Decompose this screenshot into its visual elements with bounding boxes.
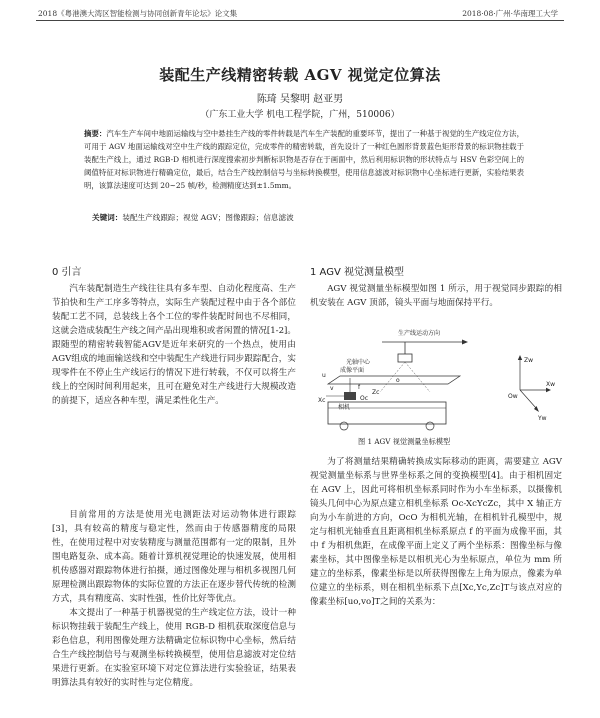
- header-rule: [36, 20, 564, 21]
- abstract-label: 摘要：: [84, 129, 107, 138]
- section-0-paragraph-3: 本文提出了一种基于机器视觉的生产线定位方法，设计一种标识物挂载于装配生产线上，使用 RGB-D 相机获取深度信息与彩色信息，利用图像处理方法精确定位标识物中心坐标，然后结合生产线控制信号与观测坐标转换模型，使用信息滤波对定位结果进行更新。在实验室环境下对定位算法进行实验验证，结果表明算法具有较好的实时性与定位精度。: [52, 608, 296, 689]
- running-header-right: 2018·08·广州·华南理工大学: [462, 9, 558, 18]
- section-1-paragraph-1: AGV 视觉测量坐标模型如图 1 所示，用于视觉同步跟踪的相机安装在 AGV 顶部，镜头平面与地面保持平行。: [310, 284, 562, 309]
- svg-text:Xc: Xc: [318, 397, 326, 404]
- fig-label-camera: 相机: [338, 404, 351, 411]
- svg-text:u: u: [322, 372, 326, 379]
- fig-label-center: 光轴中心: [346, 359, 371, 366]
- agv-wheel-left: [340, 422, 348, 430]
- section-0-title: 0 引言: [52, 267, 82, 278]
- marker-target: [398, 354, 412, 362]
- camera-shape: [344, 392, 356, 400]
- svg-text:Xw: Xw: [546, 381, 556, 388]
- running-header-left: 2018《粤港澳大湾区智能检测与协同创新青年论坛》论文集: [38, 9, 238, 18]
- svg-text:v: v: [330, 385, 334, 392]
- agv-wheel-right: [426, 422, 434, 430]
- affiliation: （广东工业大学 机电工程学院，广州，510006）: [200, 110, 400, 120]
- keywords-text: 装配生产线跟踪；视觉 AGV；图像跟踪；信息滤波: [122, 213, 294, 222]
- section-1-paragraph-2: 为了将测量结果精确转换成实际移动的距离，需要建立 AGV 视觉测量坐标系与世界坐标系之间的变换模型[4]。由于相机固定在 AGV 上，因此可将相机坐标系同时作为小车坐标系，以摄像机镜头几何中心为原点建立相机坐标系 Oc-XcYcZc，其中 X 轴正方向为小车前进的方向，OcO 为相机光轴，在相机针孔模型中，规定与相机光轴垂直且距离相机坐标系原点 f 的平面为成像平面，其中 f 为相机焦距，在成像平面上定义了两个坐标系：图像坐标与像素坐标，其中图像坐标是以相机光心为坐标原点，单位为 mm 所建立的坐标系，像素坐标是以所获得图像左上角为原点，像素为单位建立的坐标系，则在相机坐标系下点[Xc,Yc,Zc]T与该点对应的像素坐标[uo,vo]T之间的关系为：: [310, 457, 562, 608]
- svg-text:o: o: [396, 377, 400, 384]
- section-0-paragraph-2: 目前常用的方法是使用光电测距法对运动物体进行跟踪[3]，具有较高的精度与稳定性，然而由于传感器精度的局限性，在使用过程中对安装精度与测量范围都有一定的限制，且外围电路复杂、成本高。随着计算机视觉理论的快速发展，使用相机传感器对跟踪物体进行拍摄，通过图像处理与相机多视图几何原理检测出跟踪物体的实际位置的方法正在逐步替代传统的检测方式，具有精度高、实时性强，性价比好等优点。: [52, 510, 296, 605]
- abstract-text: 汽车生产车间中地面运输线与空中悬挂生产线的零件转载是汽车生产装配的重要环节，提出了一种基于视觉的生产线定位方法，可用于 AGV 地面运输线对空中生产线的跟踪定位，完成零件的精密转载，首先设计了一种红色圆形背景蓝色矩形背景的标识物挂载于装配生产线上，通过 RGB-D 相机进行深度搜索初步判断标识物是否存在于画面中，然后利用标识物的形状特点与 HSV 色彩空间上的阈值特征对标识物进行精确定位，最后，结合生产线控制信号与坐标转换模型，使用信息滤波对标识物中心坐标进行更新，实验结果表明，该算法速度可达到 20~25 帧/秒，检测精度达到±1.5mm。: [84, 129, 524, 190]
- keywords-label: 关键词：: [92, 213, 123, 222]
- keywords: [92, 212, 294, 223]
- svg-text:Zw: Zw: [524, 357, 534, 364]
- abstract: [84, 127, 524, 192]
- svg-text:Zc: Zc: [372, 389, 380, 396]
- section-1-title: 1 AGV 视觉测量模型: [310, 267, 404, 278]
- authors: 陈琦 吴黎明 赵亚男: [256, 94, 344, 105]
- imaging-plane: [328, 376, 460, 384]
- svg-text:Ow: Ow: [508, 393, 518, 400]
- fig-label-plane: 成像平面: [340, 367, 365, 374]
- fig-label-line: 生产线运动方向: [398, 330, 441, 337]
- paper-title: 装配生产线精密转载 AGV 视觉定位算法: [159, 66, 441, 84]
- svg-text:Yw: Yw: [538, 415, 547, 422]
- figure-caption: 图 1 AGV 视觉测量坐标模型: [358, 437, 451, 446]
- section-0-paragraph-1: 汽车装配制造生产线往往具有多车型、自动化程度高、生产节拍快和生产工序多等特点，实际生产装配过程中由于各个部位装配工艺不同，总装线上各个工位的零件装配时间也不尽相同，这就会造成装配生产线之间产品出现堆积或者闲置的情况[1-2]。跟随型的精密转载智能AGV是近年来研究的一个热点，使用由AGV组成的地面输送线和空中装配生产线进行同步跟踪配合，实现零件在不停止生产线运行的情况下进行转载，不仅可以将生产线上的空闲时间利用起来，且可在避免对生产线进行大规模改造的前提下，适应各种车型，满足柔性化生产。: [52, 284, 296, 407]
- svg-text:f: f: [358, 384, 361, 391]
- svg-text:Oc: Oc: [360, 395, 369, 402]
- agv-coordinate-figure: [310, 320, 560, 432]
